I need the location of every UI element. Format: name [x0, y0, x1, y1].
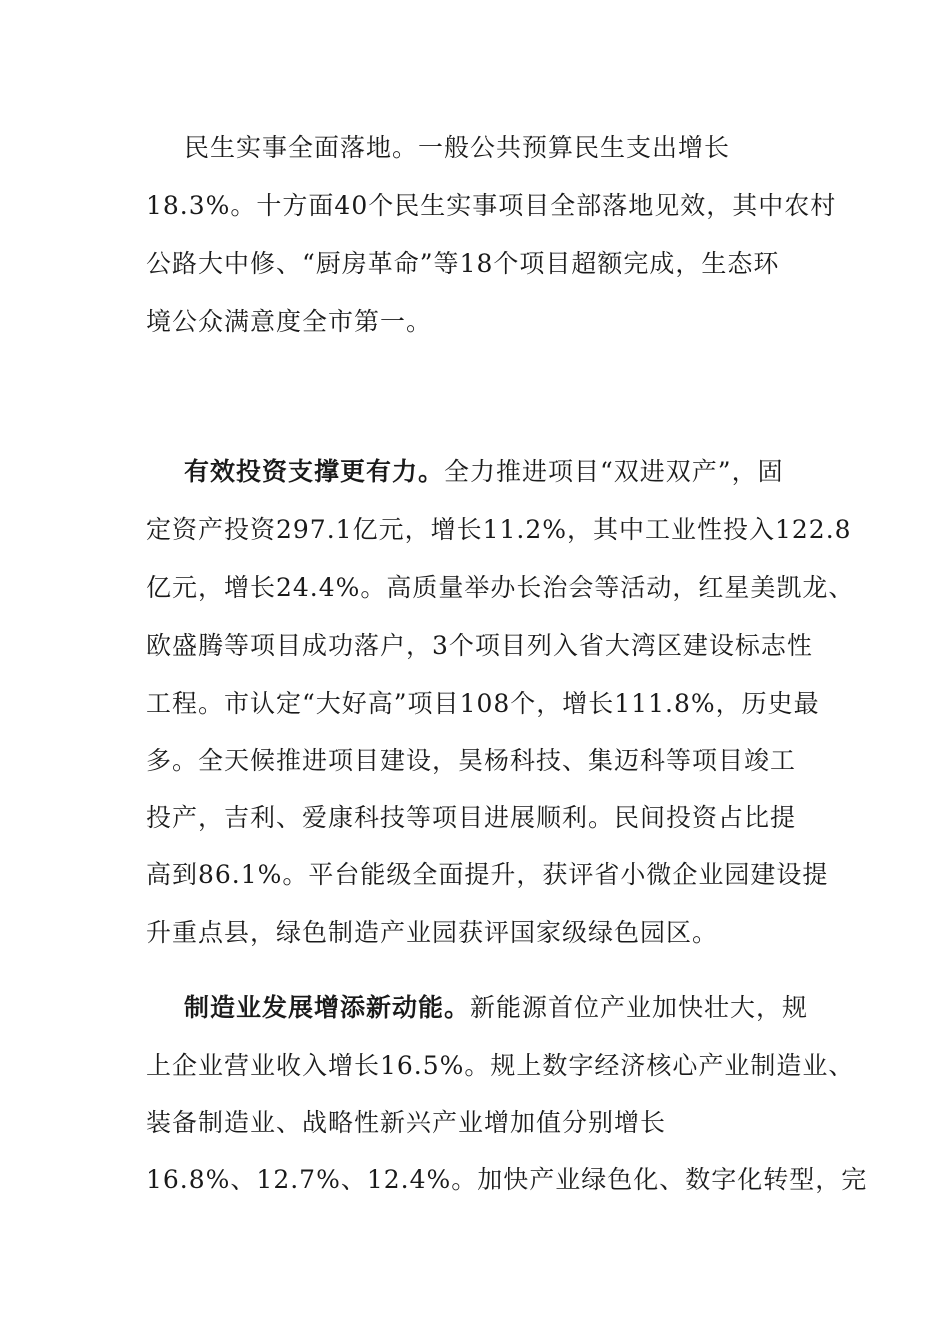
text-span: 多。全天候推进项目建设，昊杨科技、集迈科等项目竣工 — [146, 746, 797, 775]
paragraph-line — [184, 457, 784, 487]
paragraph-line — [146, 191, 836, 221]
paragraph-line — [146, 573, 854, 603]
text-span: 新能源首位产业加快壮大，规 — [470, 993, 809, 1022]
paragraph-lead: 有效投资支撑更有力。 — [184, 457, 445, 486]
paragraph-line — [146, 1108, 666, 1138]
paragraph-line — [146, 689, 820, 719]
text-span: 投产，吉利、爱康科技等项目进展顺利。民间投资占比提 — [146, 803, 797, 832]
text-span: 装备制造业、战略性新兴产业增加值分别增长 — [146, 1108, 667, 1137]
paragraph-line — [146, 515, 852, 545]
text-span: 公路大中修、“厨房革命”等18个项目超额完成，生态环 — [146, 249, 780, 278]
text-span: 境公众满意度全市第一。 — [146, 307, 433, 336]
text-span: 工程。市认定“大好高”项目108个，增长111.8%，历史最 — [146, 689, 820, 718]
paragraph-line — [184, 993, 808, 1023]
text-span: 民生实事全面落地。一般公共预算民生支出增长 — [184, 133, 731, 162]
text-span: 高到86.1%。平台能级全面提升，获评省小微企业园建设提 — [146, 860, 829, 889]
paragraph-lead: 制造业发展增添新动能。 — [184, 993, 471, 1022]
paragraph-line — [146, 1165, 867, 1195]
paragraph-line — [184, 133, 730, 163]
paragraph-line — [146, 918, 718, 948]
text-span: 16.8%、12.7%、12.4%。加快产业绿色化、数字化转型，完 — [146, 1165, 868, 1194]
text-span: 欧盛腾等项目成功落户，3个项目列入省大湾区建设标志性 — [146, 631, 813, 660]
paragraph-line — [146, 1051, 854, 1081]
paragraph-line — [146, 860, 828, 890]
text-span: 18.3%。十方面40个民生实事项目全部落地见效，其中农村 — [146, 191, 837, 220]
paragraph-line — [146, 249, 779, 279]
paragraph-line — [146, 803, 796, 833]
text-span: 全力推进项目“双进双产”，固 — [444, 457, 784, 486]
text-span: 升重点县，绿色制造产业园获评国家级绿色园区。 — [146, 918, 719, 947]
paragraph-line — [146, 307, 432, 337]
text-span: 亿元，增长24.4%。高质量举办长治会等活动，红星美凯龙、 — [146, 573, 855, 602]
text-span: 定资产投资297.1亿元，增长11.2%，其中工业性投入122.8 — [146, 515, 852, 544]
paragraph-line — [146, 746, 796, 776]
paragraph-line — [146, 631, 813, 661]
text-span: 上企业营业收入增长16.5%。规上数字经济核心产业制造业、 — [146, 1051, 855, 1080]
